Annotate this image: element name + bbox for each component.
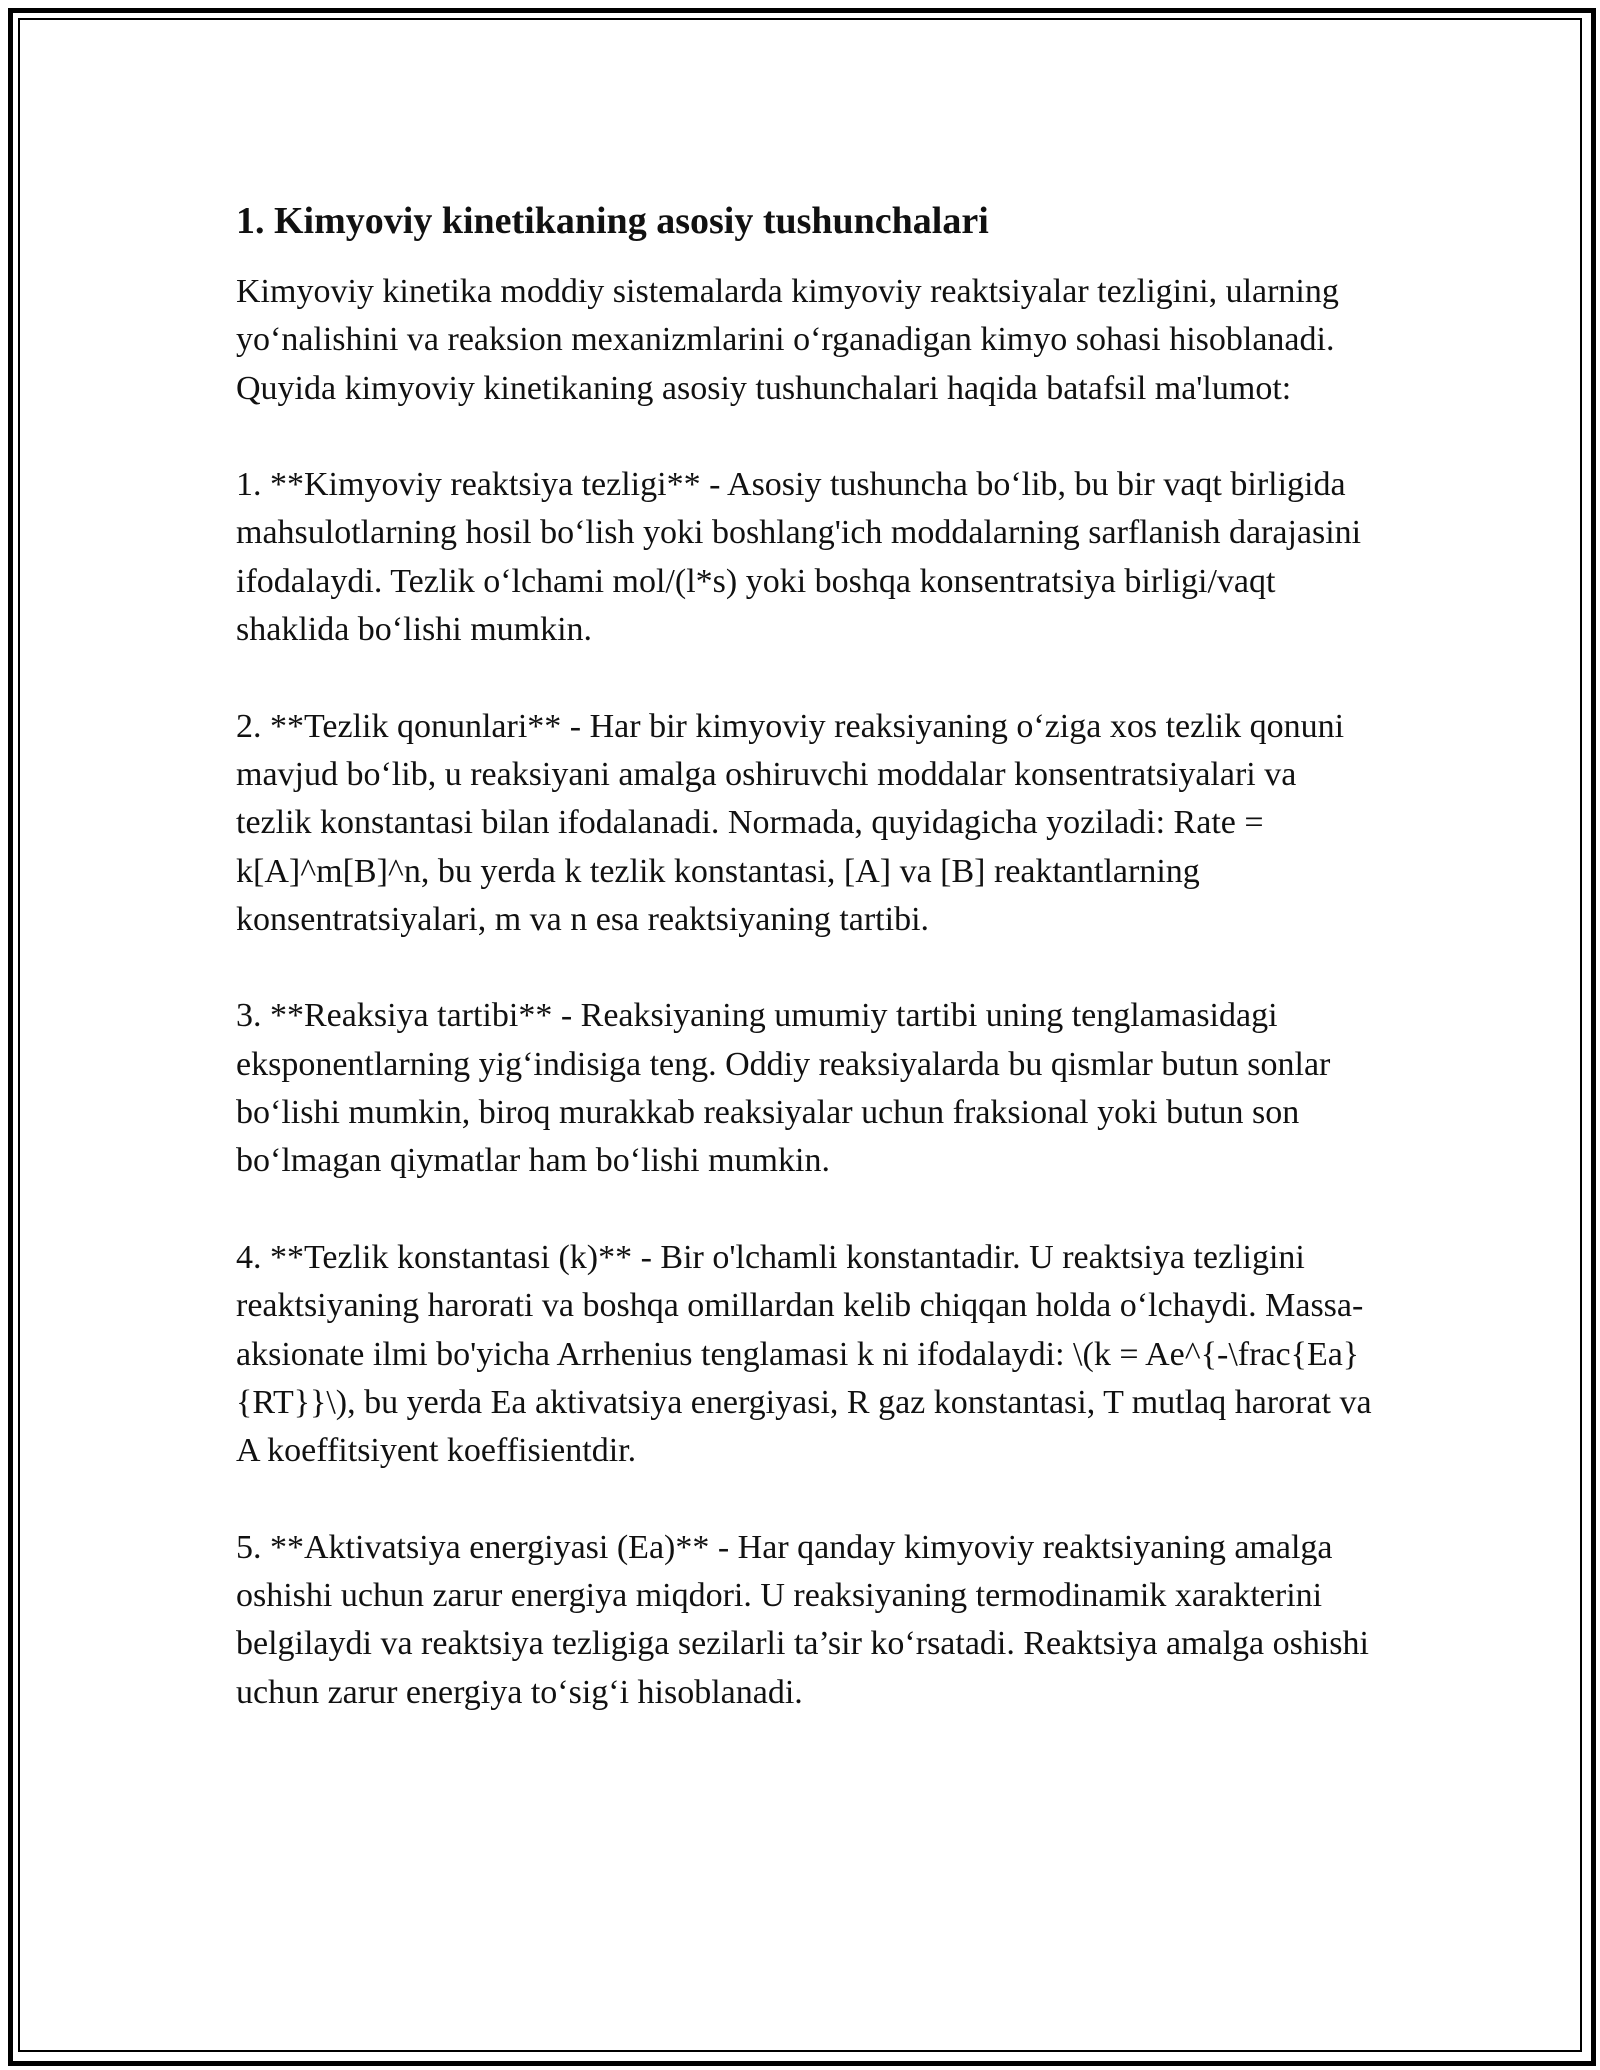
document-title: 1. Kimyoviy kinetikaning asosiy tushunchalari xyxy=(236,200,989,242)
item-rate-laws: 2. **Tezlik qonunlari** - Har bir kimyoviy reaksiyaning o‘ziga xos tezlik qonuni mavjud bo‘lib, u reaksiyani amalga oshiruvchi moddalar konsentratsiyalari va tezlik konstantasi bilan ifodalanadi. Normada, quyidagicha yoziladi: Rate = k[A]^m[B]^n, bu yerda k tezlik konstantasi, [A] va [B] reaktantlarning konsentratsiyalari, m va n esa reaktsiyaning tartibi. xyxy=(236,707,1345,938)
item-rate-constant: 4. **Tezlik konstantasi (k)** - Bir o'lchamli konstantadir. U reaktsiya tezligini reaktsiyaning harorati va boshqa omillardan kelib chiqqan holda o‘lchaydi. Massa-aksionate ilmi bo'yicha Arrhenius tenglamasi k ni ifodalaydi: \(k = Ae^{-\frac{Ea}{RT}}\), bu yerda Ea aktivatsiya energiyasi, R gaz konstantasi, T mutlaq harorat va A koeffitsiyent koeffisientdir. xyxy=(236,1238,1372,1470)
item-reaction-order: 3. **Reaksiya tartibi** - Reaksiyaning umumiy tartibi uning tenglamasidagi eksponentlarning yig‘indisiga teng. Oddiy reaksiyalarda bu qismlar butun sonlar bo‘lishi mumkin, biroq murakkab reaksiyalar uchun fraksional yoki butun son bo‘lmagan qiymatlar ham bo‘lishi mumkin. xyxy=(236,997,1331,1180)
item-activation-energy: 5. **Aktivatsiya energiyasi (Ea)** - Har qanday kimyoviy reaktsiyaning amalga oshishi uchun zarur energiya miqdori. U reaksiyaning termodinamik xarakterini belgilaydi va reaktsiya tezligiga sezilarli ta’sir ko‘rsatadi. Reaktsiya amalga oshishi uchun zarur energiya to‘sig‘i hisoblanadi. xyxy=(236,1528,1369,1711)
intro-paragraph: Kimyoviy kinetika moddiy sistemalarda kimyoviy reaktsiyalar tezligini, ularning yo‘nalishini va reaksion mexanizmlarini o‘rganadigan kimyo sohasi hisoblanadi. Quyida kimyoviy kinetikaning asosiy tushunchalari haqida batafsil ma'lumot: xyxy=(236,273,1339,407)
document-body xyxy=(236,180,1376,1765)
item-reaction-rate: 1. **Kimyoviy reaktsiya tezligi** - Asosiy tushuncha bo‘lib, bu bir vaqt birligida mahsulotlarning hosil bo‘lish yoki boshlang'ich moddalarning sarflanish darajasini ifodalaydi. Tezlik o‘lchami mol/(l*s) yoki boshqa konsentratsiya birligi/vaqt shaklida bo‘lishi mumkin. xyxy=(236,466,1362,649)
